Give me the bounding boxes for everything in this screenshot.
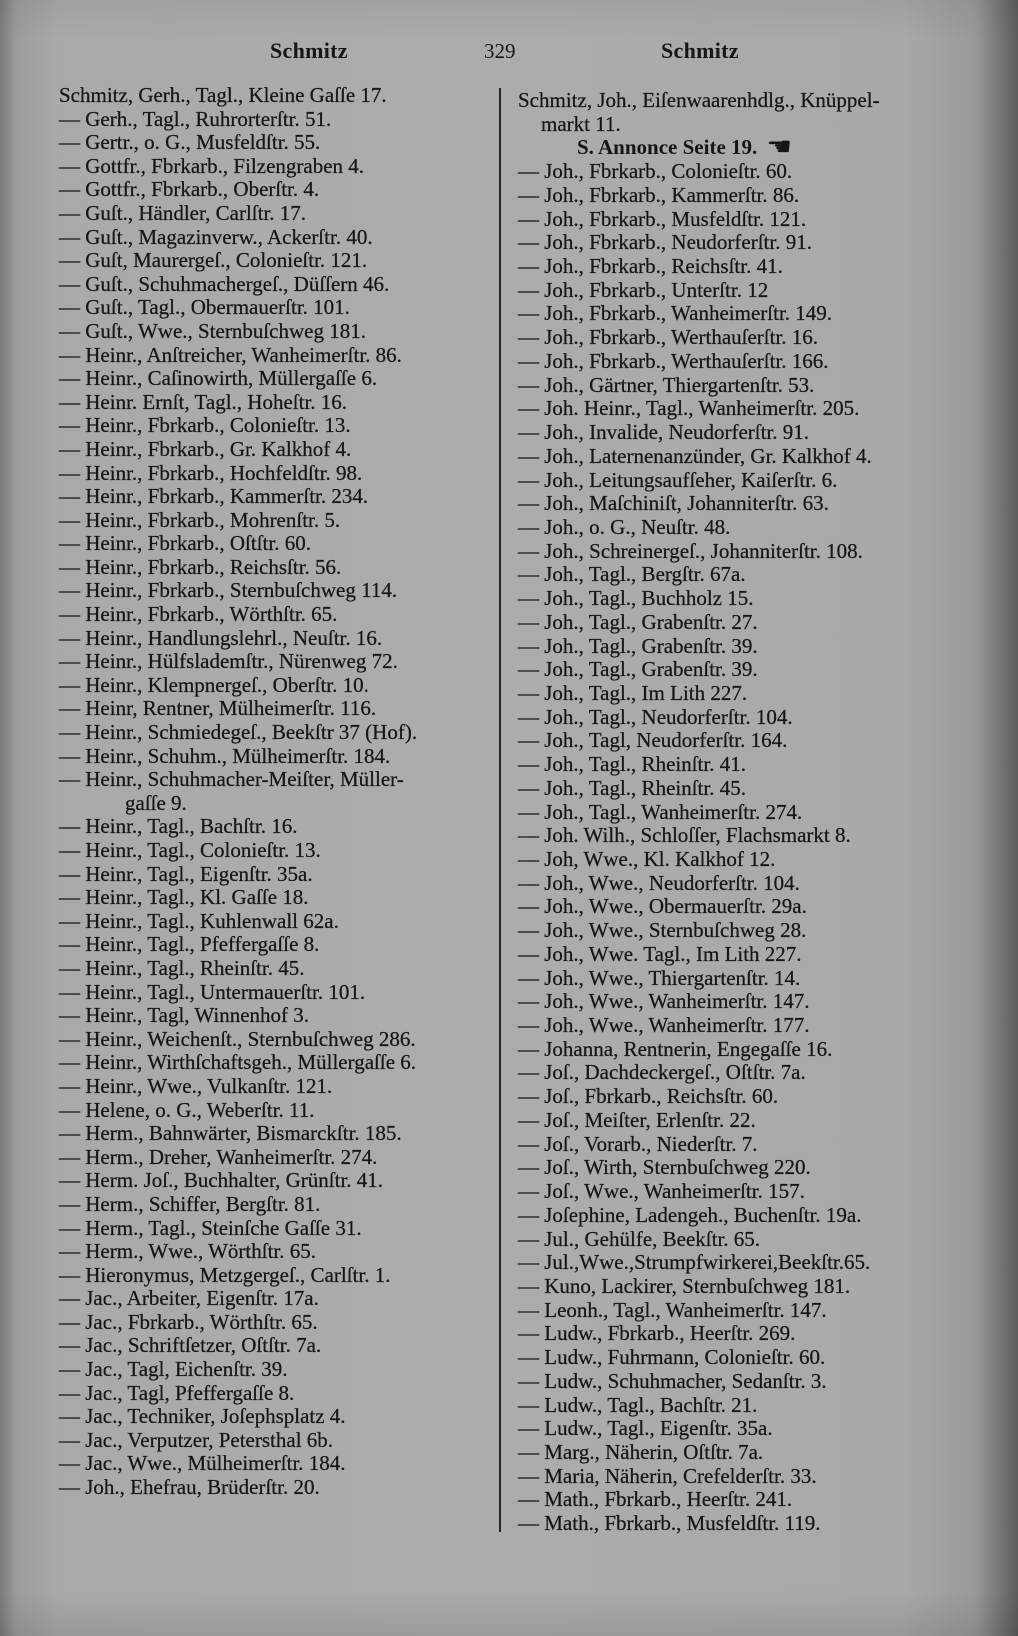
entry-line: — Joh., Tagl., Rheinſtr. 45. bbox=[518, 775, 746, 800]
entry-line: — Heinr., Fbrkarb., Colonieſtr. 13. bbox=[59, 413, 351, 438]
column-divider bbox=[499, 88, 501, 1532]
entry-line: — Herm., Wwe., Wörthſtr. 65. bbox=[59, 1239, 317, 1264]
entry-line: — Joh. Wilh., Schloſſer, Flachsmarkt 8. bbox=[518, 823, 851, 848]
directory-entry bbox=[518, 895, 968, 919]
entry-line: — Joh., Fbrkarb., Wanheimerſtr. 149. bbox=[518, 301, 833, 326]
entry-line: — Ludw., Tagl., Eigenſtr. 35a. bbox=[518, 1416, 773, 1441]
entry-line: — Joſ., Fbrkarb., Reichsſtr. 60. bbox=[518, 1084, 779, 1109]
directory-entry bbox=[59, 462, 491, 486]
directory-entry bbox=[59, 1193, 491, 1217]
entry-line: Schmitz, Gerh., Tagl., Kleine Gaſſe 17. bbox=[59, 83, 387, 107]
directory-entry bbox=[518, 587, 968, 611]
entry-line: — Joh., Tagl., Neudorferſtr. 104. bbox=[518, 704, 793, 729]
entry-line: — Joh., Fbrkarb., Colonieſtr. 60. bbox=[518, 159, 793, 184]
advertisement-reference bbox=[518, 132, 968, 162]
directory-entry bbox=[518, 872, 968, 896]
directory-entry bbox=[518, 753, 968, 777]
entry-line: — Joh., Gärtner, Thiergartenſtr. 53. bbox=[518, 372, 815, 397]
entry-line: — Heinr., Anſtreicher, Wanheimerſtr. 86. bbox=[59, 342, 402, 367]
entry-line: — Joh., Wwe., Sternbuſchweg 28. bbox=[518, 918, 807, 943]
directory-entry bbox=[59, 1004, 491, 1028]
directory-entry bbox=[59, 344, 491, 368]
directory-entry bbox=[59, 1311, 491, 1335]
entry-line: — Jac., Verputzer, Petersthal 6b. bbox=[59, 1427, 334, 1452]
directory-entry bbox=[518, 1465, 968, 1489]
directory-entry bbox=[59, 320, 491, 344]
directory-entry bbox=[59, 721, 491, 745]
entry-line: — Joh., Fbrkarb., Neudorferſtr. 91. bbox=[518, 230, 812, 255]
directory-entry bbox=[518, 1038, 968, 1062]
entry-line: — Guſt., Schuhmachergeſ., Düſſern 46. bbox=[59, 271, 390, 296]
directory-entry bbox=[518, 326, 968, 350]
entry-line: — Heinr., Fbrkarb., Hochfeldſtr. 98. bbox=[59, 460, 363, 485]
entry-line: — Heinr., Tagl, Winnenhof 3. bbox=[59, 1003, 310, 1028]
directory-entry bbox=[518, 1156, 968, 1180]
directory-entry bbox=[59, 957, 491, 981]
entry-line: — Herm., Tagl., Steinſche Gaſſe 31. bbox=[59, 1215, 362, 1240]
directory-entry bbox=[518, 1180, 968, 1204]
entry-line: — Guſt., Magazinverw., Ackerſtr. 40. bbox=[59, 224, 373, 249]
directory-entry bbox=[59, 603, 491, 627]
entry-line: — Joh., Wwe. Tagl., Im Lith 227. bbox=[518, 941, 802, 966]
entry-line: — Jac., Schriftſetzer, Oſtſtr. 7a. bbox=[59, 1333, 322, 1358]
directory-entry bbox=[518, 1109, 968, 1133]
directory-entry bbox=[518, 89, 968, 136]
running-head-right: Schmitz bbox=[661, 38, 739, 63]
directory-entry bbox=[518, 777, 968, 801]
directory-entry bbox=[59, 226, 491, 250]
directory-entry bbox=[59, 1169, 491, 1193]
entry-line: — Joh., Tagl., Bergſtr. 67a. bbox=[518, 562, 746, 587]
directory-entry bbox=[518, 1322, 968, 1346]
entry-line: — Joh, Wwe., Kl. Kalkhof 12. bbox=[518, 847, 776, 871]
entry-line: — Ludw., Fuhrmann, Colonieſtr. 60. bbox=[518, 1345, 826, 1370]
entry-line: — Heinr., Caſinowirth, Müllergaſſe 6. bbox=[59, 366, 378, 391]
directory-entry bbox=[518, 1299, 968, 1323]
directory-entry bbox=[518, 1417, 968, 1441]
entry-line: Schmitz, Joh., Eiſenwaarenhdlg., Knüppel- bbox=[518, 88, 880, 112]
entry-line: — Joh., Leitungsaufſeher, Kaiſerſtr. 6. bbox=[518, 467, 838, 492]
directory-entry bbox=[59, 627, 491, 651]
directory-entry bbox=[518, 1014, 968, 1038]
entry-line: — Heinr. Ernſt, Tagl., Hoheſtr. 16. bbox=[59, 389, 348, 414]
entry-line: — Joh., Wwe., Thiergartenſtr. 14. bbox=[518, 965, 801, 990]
directory-entry bbox=[518, 469, 968, 493]
directory-entry bbox=[59, 131, 491, 155]
directory-entry bbox=[59, 438, 491, 462]
entry-line: — Heinr., Tagl., Pfeffergaſſe 8. bbox=[59, 932, 320, 957]
directory-entry bbox=[518, 492, 968, 516]
directory-entry bbox=[518, 967, 968, 991]
directory-entry bbox=[59, 1405, 491, 1429]
entry-line: — Math., Fbrkarb., Heerſtr. 241. bbox=[518, 1487, 793, 1512]
pointing-hand-icon: ☚ bbox=[766, 132, 793, 162]
directory-entry bbox=[59, 863, 491, 887]
directory-entry bbox=[518, 682, 968, 706]
entry-line: — Jac., Fbrkarb., Wörthſtr. 65. bbox=[59, 1309, 318, 1334]
directory-entry bbox=[59, 155, 491, 179]
entry-line: — Jac., Tagl, Pfeffergaſſe 8. bbox=[59, 1380, 295, 1405]
entry-line: — Heinr., Fbrkarb., Kammerſtr. 234. bbox=[59, 484, 369, 509]
directory-entry bbox=[59, 1146, 491, 1170]
directory-entry bbox=[59, 1334, 491, 1358]
directory-entry bbox=[518, 279, 968, 303]
entry-line: — Maria, Näherin, Crefelderſtr. 33. bbox=[518, 1463, 817, 1488]
directory-entry bbox=[518, 516, 968, 540]
directory-entry bbox=[59, 1028, 491, 1052]
entry-line: — Heinr., Fbrkarb., Reichsſtr. 56. bbox=[59, 554, 342, 579]
entry-line: — Joh., Invalide, Neudorferſtr. 91. bbox=[518, 420, 810, 445]
entry-line: — Jul.,Wwe.,Strumpfwirkerei,Beekſtr.65. bbox=[518, 1250, 871, 1275]
directory-entry bbox=[518, 231, 968, 255]
directory-entry bbox=[59, 910, 491, 934]
entry-line: — Heinr., Fbrkarb., Sternbuſchweg 114. bbox=[59, 578, 398, 603]
entry-continuation-line: markt 11. bbox=[541, 111, 621, 136]
directory-entry bbox=[59, 1358, 491, 1382]
directory-entry bbox=[518, 1512, 968, 1536]
directory-entry bbox=[518, 1204, 968, 1228]
directory-entry bbox=[59, 367, 491, 391]
entry-line: — Joh., Wwe., Neudorferſtr. 104. bbox=[518, 870, 800, 895]
entry-line: — Joh., Tagl., Rheinſtr. 41. bbox=[518, 752, 746, 777]
directory-entry bbox=[518, 848, 968, 872]
directory-entry bbox=[59, 414, 491, 438]
entry-line: — Guſt., Händler, Carlſtr. 17. bbox=[59, 200, 307, 225]
entry-line: — Heinr, Rentner, Mülheimerſtr. 116. bbox=[59, 696, 377, 721]
entry-line: — Guſt., Wwe., Sternbuſchweg 181. bbox=[59, 318, 366, 343]
entry-line: — Joh., Fbrkarb., Musfeldſtr. 121. bbox=[518, 206, 807, 231]
directory-entry bbox=[518, 397, 968, 421]
entry-line: — Heinr., Tagl., Rheinſtr. 45. bbox=[59, 955, 305, 980]
directory-entry bbox=[59, 650, 491, 674]
entry-line: — Joh., Tagl., Buchholz 15. bbox=[518, 586, 754, 611]
directory-entry bbox=[59, 1217, 491, 1241]
page-number: 329 bbox=[484, 39, 516, 63]
directory-entry bbox=[59, 1452, 491, 1476]
directory-entry bbox=[59, 84, 491, 108]
entry-line: — Heinr., Klempnergeſ., Oberſtr. 10. bbox=[59, 672, 369, 697]
entry-line: — Joſ., Dachdeckergeſ., Oſtſtr. 7a. bbox=[518, 1060, 806, 1085]
directory-entry bbox=[59, 485, 491, 509]
entry-line: — Gottfr., Fbrkarb., Filzengraben 4. bbox=[59, 153, 365, 178]
directory-entry bbox=[518, 943, 968, 967]
entry-line: — Joh., Fbrkarb., Unterſtr. 12 bbox=[518, 277, 769, 302]
directory-entry bbox=[59, 273, 491, 297]
directory-entry bbox=[59, 556, 491, 580]
entry-line: — Joſ., Meiſter, Erlenſtr. 22. bbox=[518, 1107, 756, 1132]
directory-entry bbox=[518, 729, 968, 753]
entry-line: — Heinr., Weichenſt., Sternbuſchweg 286. bbox=[59, 1026, 416, 1051]
entry-line: — Joh., Tagl., Im Lith 227. bbox=[518, 680, 748, 705]
entry-line: — Ludw., Schuhmacher, Sedanſtr. 3. bbox=[518, 1368, 827, 1393]
directory-entry bbox=[59, 1099, 491, 1123]
entry-line: — Joh., Tagl., Wanheimerſtr. 274. bbox=[518, 799, 803, 824]
entry-line: — Kuno, Lackirer, Sternbuſchweg 181. bbox=[518, 1273, 851, 1298]
directory-entry bbox=[59, 815, 491, 839]
entry-line: — Ludw., Tagl., Bachſtr. 21. bbox=[518, 1392, 758, 1417]
entry-line: — Joh., Tagl, Neudorferſtr. 164. bbox=[518, 728, 788, 753]
entry-line: — Gottfr., Fbrkarb., Oberſtr. 4. bbox=[59, 177, 320, 202]
entry-line: — Heinr., Schuhm., Mülheimerſtr. 184. bbox=[59, 743, 391, 768]
directory-entry bbox=[518, 374, 968, 398]
entry-line: — Marg., Näherin, Oſtſtr. 7a. bbox=[518, 1439, 764, 1464]
entry-line: — Math., Fbrkarb., Musfeldſtr. 119. bbox=[518, 1511, 821, 1536]
directory-entry bbox=[59, 1240, 491, 1264]
directory-entry bbox=[59, 1075, 491, 1099]
entry-line: — Heinr., Tagl., Eigenſtr. 35a. bbox=[59, 861, 313, 886]
entry-line: — Heinr., Fbrkarb., Mohrenſtr. 5. bbox=[59, 507, 341, 532]
directory-entry bbox=[518, 919, 968, 943]
directory-entry bbox=[518, 208, 968, 232]
entry-line: — Heinr., Tagl., Kl. Gaſſe 18. bbox=[59, 885, 309, 910]
directory-entry bbox=[518, 1061, 968, 1085]
directory-entry bbox=[518, 824, 968, 848]
directory-entry bbox=[59, 981, 491, 1005]
directory-entry bbox=[518, 184, 968, 208]
entry-line: — Heinr., Tagl., Untermauerſtr. 101. bbox=[59, 979, 366, 1004]
directory-entry bbox=[518, 1251, 968, 1275]
directory-entry bbox=[518, 1275, 968, 1299]
entry-line: — Heinr., Fbrkarb., Oſtſtr. 60. bbox=[59, 531, 311, 556]
directory-entry bbox=[59, 1287, 491, 1311]
entry-line: — Joh., Ehefrau, Brüderſtr. 20. bbox=[59, 1475, 320, 1500]
entry-line: — Joh., Laternenanzünder, Gr. Kalkhof 4. bbox=[518, 443, 872, 468]
entry-line: — Joh., Fbrkarb., Reichsſtr. 41. bbox=[518, 254, 783, 279]
entry-line: — Heinr., Tagl., Kuhlenwall 62a. bbox=[59, 908, 339, 933]
directory-entry bbox=[59, 933, 491, 957]
entry-line: — Heinr., Handlungslehrl., Neuſtr. 16. bbox=[59, 625, 383, 650]
directory-entry bbox=[518, 611, 968, 635]
left-column bbox=[59, 84, 491, 1500]
entry-line: — Jac., Wwe., Mülheimerſtr. 184. bbox=[59, 1451, 346, 1476]
directory-entry bbox=[59, 1382, 491, 1406]
entry-line: — Heinr., Schuhmacher-Meiſter, Müller- bbox=[59, 767, 404, 792]
directory-entry bbox=[518, 255, 968, 279]
directory-entry bbox=[59, 178, 491, 202]
entry-line: — Herm., Bahnwärter, Bismarckſtr. 185. bbox=[59, 1121, 402, 1146]
directory-entry bbox=[518, 1441, 968, 1465]
directory-entry bbox=[59, 886, 491, 910]
directory-entry bbox=[59, 674, 491, 698]
entry-line: — Joh. Heinr., Tagl., Wanheimerſtr. 205. bbox=[518, 396, 860, 421]
entry-line: — Jac., Arbeiter, Eigenſtr. 17a. bbox=[59, 1286, 319, 1311]
entry-line: — Joſ., Wwe., Wanheimerſtr. 157. bbox=[518, 1179, 805, 1204]
directory-entry bbox=[518, 1346, 968, 1370]
entry-continuation-line: gaſſe 9. bbox=[125, 790, 187, 815]
directory-entry bbox=[518, 658, 968, 682]
directory-entry bbox=[518, 1370, 968, 1394]
directory-entry bbox=[518, 160, 968, 184]
directory-entry bbox=[59, 745, 491, 769]
directory-entry bbox=[59, 839, 491, 863]
entry-line: — Joſ., Wirth, Sternbuſchweg 220. bbox=[518, 1155, 811, 1180]
entry-line: — Johanna, Rentnerin, Engegaſſe 16. bbox=[518, 1036, 833, 1061]
directory-entry bbox=[59, 1476, 491, 1500]
entry-line: — Joh., Schreinergeſ., Johanniterſtr. 108. bbox=[518, 538, 863, 563]
entry-line: — Jac., Techniker, Joſephsplatz 4. bbox=[59, 1404, 346, 1429]
entry-line: — Joſephine, Ladengeh., Buchenſtr. 19a. bbox=[518, 1202, 862, 1227]
directory-entry bbox=[59, 202, 491, 226]
directory-entry bbox=[518, 1133, 968, 1157]
entry-line: — Gertr., o. G., Musfeldſtr. 55. bbox=[59, 130, 321, 155]
entry-line: — Jac., Tagl, Eichenſtr. 39. bbox=[59, 1357, 288, 1382]
entry-line: — Joh., Tagl., Grabenſtr. 39. bbox=[518, 633, 758, 658]
entry-line: — Joh., Fbrkarb., Werthauſerſtr. 16. bbox=[518, 325, 819, 350]
directory-entry bbox=[518, 1394, 968, 1418]
entry-line: — Jul., Gehülfe, Beekſtr. 65. bbox=[518, 1226, 761, 1251]
entry-line: — Joh., Maſchiniſt, Johanniterſtr. 63. bbox=[518, 491, 829, 516]
entry-line: — Heinr., Wirthſchaftsgeh., Müllergaſſe 6. bbox=[59, 1050, 417, 1075]
directory-entry bbox=[518, 801, 968, 825]
directory-entry bbox=[59, 697, 491, 721]
directory-entry bbox=[518, 302, 968, 326]
entry-line: — Heinr., Tagl., Colonieſtr. 13. bbox=[59, 838, 321, 862]
entry-line: — Joh., Wwe., Wanheimerſtr. 147. bbox=[518, 989, 810, 1014]
entry-line: — Joh., o. G., Neuſtr. 48. bbox=[518, 514, 731, 539]
directory-entry bbox=[59, 1122, 491, 1146]
entry-line: — Herm. Joſ., Buchhalter, Grünſtr. 41. bbox=[59, 1168, 384, 1193]
directory-entry bbox=[59, 1051, 491, 1075]
entry-line: — Herm., Dreher, Wanheimerſtr. 274. bbox=[59, 1144, 378, 1169]
directory-entry bbox=[518, 1085, 968, 1109]
directory-entry bbox=[518, 1228, 968, 1252]
entry-line: — Leonh., Tagl., Wanheimerſtr. 147. bbox=[518, 1297, 827, 1322]
directory-entry bbox=[518, 421, 968, 445]
entry-line: — Heinr., Tagl., Bachſtr. 16. bbox=[59, 814, 298, 839]
directory-entry bbox=[518, 706, 968, 730]
entry-line: — Gerh., Tagl., Ruhrorterſtr. 51. bbox=[59, 106, 332, 131]
entry-line: — Joh., Fbrkarb., Kammerſtr. 86. bbox=[518, 182, 800, 207]
directory-entry bbox=[59, 108, 491, 132]
directory-entry bbox=[59, 1264, 491, 1288]
right-column bbox=[518, 89, 968, 1536]
directory-entry bbox=[518, 1488, 968, 1512]
entry-line: — Heinr., Wwe., Vulkanſtr. 121. bbox=[59, 1073, 333, 1098]
directory-entry bbox=[59, 532, 491, 556]
entry-line: — Heinr., Schmiedegeſ., Beekſtr 37 (Hof). bbox=[59, 720, 418, 745]
directory-entry bbox=[518, 540, 968, 564]
entry-line: — Joſ., Vorarb., Niederſtr. 7. bbox=[518, 1131, 758, 1156]
directory-entry bbox=[59, 579, 491, 603]
directory-entry bbox=[518, 635, 968, 659]
directory-entry bbox=[518, 563, 968, 587]
entry-line: — Helene, o. G., Weberſtr. 11. bbox=[59, 1097, 315, 1122]
directory-entry bbox=[59, 509, 491, 533]
directory-entry bbox=[518, 990, 968, 1014]
entry-line: — Joh., Wwe., Wanheimerſtr. 177. bbox=[518, 1013, 810, 1038]
entry-line: — Herm., Schiffer, Bergſtr. 81. bbox=[59, 1191, 321, 1216]
directory-entry bbox=[59, 391, 491, 415]
directory-entry bbox=[59, 296, 491, 320]
entry-line: — Heinr., Hülfslademſtr., Nürenweg 72. bbox=[59, 649, 398, 674]
entry-line: — Hieronymus, Metzgergeſ., Carlſtr. 1. bbox=[59, 1262, 391, 1287]
directory-entry bbox=[59, 249, 491, 273]
entry-line: — Joh., Fbrkarb., Werthauſerſtr. 166. bbox=[518, 348, 829, 373]
entry-line: — Joh., Wwe., Obermauerſtr. 29a. bbox=[518, 894, 807, 919]
running-head-left: Schmitz bbox=[270, 38, 348, 63]
directory-entry bbox=[59, 768, 491, 815]
entry-line: — Heinr., Fbrkarb., Gr. Kalkhof 4. bbox=[59, 436, 352, 461]
entry-line: — Joh., Tagl., Grabenſtr. 39. bbox=[518, 657, 758, 682]
entry-line: — Ludw., Fbrkarb., Heerſtr. 269. bbox=[518, 1321, 796, 1346]
entry-line: — Joh., Tagl., Grabenſtr. 27. bbox=[518, 609, 758, 634]
directory-entry bbox=[518, 350, 968, 374]
directory-entry bbox=[518, 445, 968, 469]
entry-line: — Heinr., Fbrkarb., Wörthſtr. 65. bbox=[59, 602, 338, 627]
entry-line: — Guſt., Tagl., Obermauerſtr. 101. bbox=[59, 295, 350, 320]
advertisement-text: S. Annonce Seite 19. bbox=[577, 135, 758, 160]
entry-line: — Guſt, Maurergeſ., Colonieſtr. 121. bbox=[59, 248, 368, 273]
directory-entry bbox=[59, 1429, 491, 1453]
